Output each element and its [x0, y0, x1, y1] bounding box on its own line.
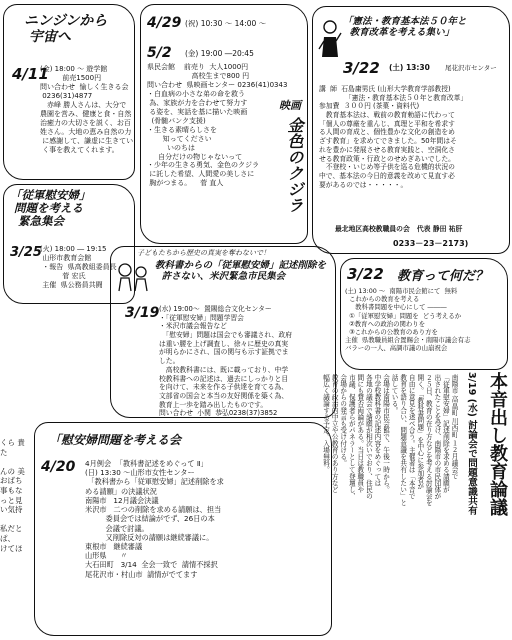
event-date: 3/22	[347, 265, 384, 283]
event-body: 県民会館 前売り 大人1000円 高校生まで800 円 問い合わせ 県映画センター 0236(41)0343 ・白血病の小さな弟の命を救う 為、家族が力を合わせて努力す る姿を、実話を基に描いた映画 (骨髄バンク支援) ・生きる素晴らしさを 知ってください いのちは 自分だけの物じゃないって ・少年の生きる勇気、金色のクジラ に託した希望、人間愛の美しさに 胸がつまる。 菅 直人	[147, 63, 288, 188]
event-title: 教育って何だ？	[397, 269, 489, 284]
event-body: 4月例会 「教科書記述をめぐって Ⅱ」 (日) 13:30 ～山形市女性センター 「教科書から「従軍慰安婦」記述削除を求 める請願」の決議状況 南陽市 12月議会決議 米沢市 二つの削除を求める請願は、担当 委員会では結論がでず、26日の本 会議で討議。 又削除反対の請願は継続審議に。 東根市 継続審議 山形県 〃 大石田町 3/14 全会一致で 請情不採択 尾花沢市・村山市 請情がでてます	[85, 459, 224, 579]
clipping-body: 南陽市 高畠町 川西町 １２月議会で 「従軍慰安婦」記述削除を求める請願が 出されたことを受け、南陽市の市民団体が ２５日、教育の在り方などを考える討論会を 開く。「教科書問題」を中心に参加者が 自由に意見を述べ合う。主催者は「本音で 教育を語り合い、問題意識を共有したい」と 話している。 会場は南陽市民会館で、午後一時から。 中学校教科書の記述内容をめぐっては 各地の議会で請願が相次いでおり、住民の 間にも賛否両論がある。当日は教職員や 市議、保護者らがパネラーとして登壇し、 会場からの発言も受け付ける。 教育の政治的中立や公教育のあり方など 幅広く議論する予定。入場無料。	[321, 374, 458, 506]
event-box-kyokasho	[110, 246, 336, 418]
film-title: 金色のクジラ	[285, 117, 304, 213]
phone: 0233－23－2173)	[393, 239, 469, 248]
event-body: (火) 18:00 ― 19:15 山形市教育会館 ・報告 県高教組委員長 菅 宏氏 主催 県公務員共闘	[40, 245, 117, 289]
clipping-subtitle: 3/19 (水) 討論会で問題意識共有	[466, 372, 477, 516]
event-body: (金) 18:00 ～ 遊学館 前売1500円 問い合わせ 愉しく生きる会 0236(31)4877 赤峰 勝人さんは、大分で 農園を営み、健康と食・自然 治癒力の大切さを説く、お百 姓さん。大地の恵み自然の力 に感謝して、謙虚に生きてい く事を教えてくれます。	[40, 65, 134, 154]
event-date: 4/29	[147, 15, 182, 31]
event-body: 講 師 石島庸男氏 (山形大学教育学部教授) 「憲法・教育基本法５０年と教育改革」 参加費 ３００円 (茶菓・資料代) 教育基本法は、戦前の教育勅語に代わって 「個人の尊厳を重んじ、真理と平和を希求す る人間の育成と、個性豊かな文化の創造をめ ざす教育」を求めてできました。50年間はそ れを豊かに発展させる教育実践と、空洞化さ せる教育政策・行政とのせめぎあいでした。 不登校・いじめ等子供を巡る危機的状況の 中で、基本法の今日的意義を改めて見直す必 要があるのでは・・・・・。	[319, 85, 468, 189]
organizer: 最北地区高校教職員の会 代表 静田 祐肝	[335, 225, 463, 233]
event-time: (祝) 10:30 ～ 14:00 ～	[185, 19, 267, 28]
event-body: (水) 19:00～ 置賜総合文化センター ・「従軍慰安婦」問題学習会 ・米沢市議会報告など 「慰安婦」問題は国会でも審議され、政府 は重い腰を上げ調査し、徐々に歴史の真実 が明らかにされ、国の関与も示す証拠でま した。 高校教科書には、既に載っており、中学 校教科書への記述は、過去にしっかりと目 を向けて、未来を作る子供達を育てる為、 文部省の国会と本当の友好関係を築く為、 教育上一歩を踏み出したものです。 問い合わせ 小関 恭弘0238(37)3852	[159, 305, 292, 418]
event-box-kyoiku	[340, 258, 508, 370]
event-date: 4/11	[12, 65, 49, 83]
event-box-ninjin	[3, 4, 135, 180]
person-illustration	[319, 19, 341, 59]
event-date: 5/2	[147, 45, 172, 61]
event-title: 「慰安婦問題を考える会	[49, 433, 182, 447]
event-time: (金) 19:00 ―20:45	[185, 49, 254, 58]
event-box-kujira	[140, 4, 308, 244]
event-title: 「従軍慰安婦」 問題を考える 緊急集会	[10, 188, 91, 229]
event-box-mondai	[34, 422, 332, 636]
newspaper-clipping	[321, 370, 510, 636]
event-venue: 尾花沢市センター	[445, 64, 497, 72]
event-title: 「憲法・教育基本法５０年と 教育改革を考える集い」	[343, 16, 467, 38]
event-title: 教科書からの「従軍慰安婦」記述削除を 許さない、米沢緊急市民集会	[155, 260, 327, 282]
child-illustration	[115, 261, 151, 291]
event-body: (土) 13:00 ～ 南陽市民会館にて 無料 これからの教育を考える 教科書問題を中心にして ――― ①「従軍慰安婦」問題を どう考えるか ②教育への政治の関わりを ③これからの公教育のあり方を 主催 県教職員組合置賜会・南陽市議会有志 バラーの一人、高調市議の山崩祝会	[345, 287, 471, 353]
clipping-headline: 本音出し教育論議	[487, 372, 508, 516]
event-date: 3/22	[343, 59, 380, 77]
tagline: 子どもたちから歴史の真実を奪わないで！	[137, 249, 270, 257]
event-time: (土) 13:30	[389, 63, 430, 72]
event-title: ニンジンから 宇宙へ	[24, 13, 108, 46]
event-date: 4/20	[41, 459, 76, 475]
event-box-kenpo	[312, 6, 510, 254]
eiga-label: 映画	[279, 99, 301, 112]
cutoff-text-fragment: くら 貴 た んの 美 おばち 事もな っと見 い気持 私だと ぱ、 けてほ	[0, 438, 25, 553]
event-date: 3/19	[125, 305, 160, 321]
event-date: 3/25	[10, 245, 42, 260]
